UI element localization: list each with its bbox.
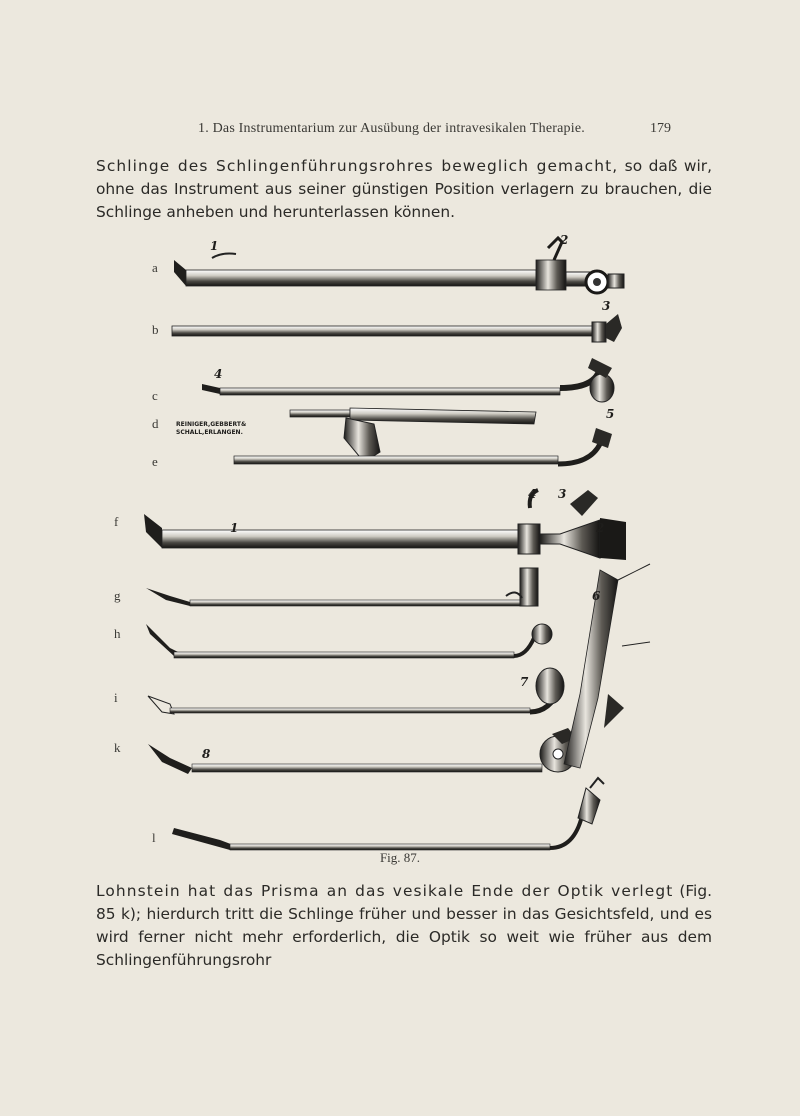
paragraph-bottom-emphasis: Lohnstein hat das Prisma an das vesikale Ende der Optik verlegt <box>96 882 674 900</box>
row-label-l: l <box>152 830 156 845</box>
paragraph-bottom <box>96 880 712 972</box>
instrument-e <box>234 428 612 464</box>
part-number-3a: 3 <box>602 299 611 313</box>
instrument-f <box>144 490 626 560</box>
part-number-8k: 8 <box>202 747 211 761</box>
row-label-f: f <box>114 514 119 529</box>
instrument-b <box>172 314 622 342</box>
instrument-l <box>172 778 604 850</box>
row-label-d: d <box>152 416 159 431</box>
instrument-a <box>174 238 624 293</box>
part-number-5c: 5 <box>606 407 615 421</box>
paragraph-top-rest: so daß wir, ohne das Instrument aus seiner günstigen Position verlagern zu brauchen, die Schlinge anheben und herunterlassen können. <box>96 157 712 221</box>
row-label-h: h <box>114 626 121 641</box>
part-number-6: 6 <box>592 589 601 603</box>
instrument-d <box>290 408 536 462</box>
part-number-7: 7 <box>520 675 529 689</box>
part-number-4f: 4 <box>528 487 537 501</box>
paragraph-bottom-rest: (Fig. 85 k); hierdurch tritt die Schlinge früher und besser in das Gesichtsfeld, und es wird ferner nicht mehr erforderlich, die Optik so weit wie früher aus dem Schlingenführungsrohr <box>96 882 712 969</box>
part-number-1f: 1 <box>230 521 239 535</box>
row-label-a: a <box>152 260 158 275</box>
maker-mark-line-1: REINIGER,GEBBERT& <box>176 421 247 428</box>
instrument-drive-tower <box>564 564 650 768</box>
instrument-c <box>202 358 614 402</box>
part-number-1a: 1 <box>210 239 219 253</box>
part-number-4c: 4 <box>214 367 223 381</box>
paragraph-top-emphasis: Schlinge des Schlingenführungsrohres beweglich gemacht, <box>96 157 619 175</box>
instrument-i <box>148 668 564 714</box>
figure-caption: Fig. 87. <box>379 850 421 865</box>
row-label-k: k <box>114 740 121 755</box>
instrument-h <box>146 624 552 658</box>
page-number: 179 <box>650 121 671 136</box>
instrument-k <box>148 728 576 774</box>
row-label-i: i <box>114 690 118 705</box>
paragraph-top <box>96 155 712 224</box>
running-header: 1. Das Instrumentarium zur Ausübung der intravesikalen Therapie. <box>198 121 585 136</box>
row-label-g: g <box>114 588 121 603</box>
part-number-3f: 3 <box>558 487 567 501</box>
row-label-e: e <box>152 454 158 469</box>
maker-mark-line-2: SCHALL,ERLANGEN. <box>176 429 243 436</box>
part-number-2a: 2 <box>560 233 569 247</box>
instrument-figure <box>114 228 670 860</box>
row-label-c: c <box>152 388 158 403</box>
row-label-b: b <box>152 322 159 337</box>
instrument-illustration <box>114 228 670 860</box>
part-number-2f: 2 <box>596 521 605 535</box>
instrument-g <box>146 568 538 606</box>
